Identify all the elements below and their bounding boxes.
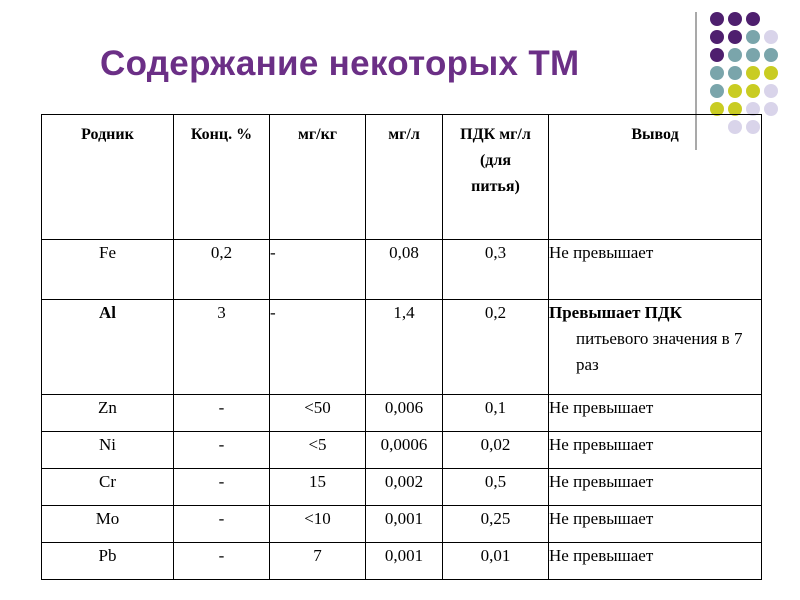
decorative-dot — [746, 48, 760, 62]
cell-source: Ni — [42, 432, 174, 469]
cell-mg-l: 1,4 — [366, 300, 443, 395]
cell-source: Zn — [42, 395, 174, 432]
heavy-metals-table — [41, 114, 762, 580]
cell-pdk: 0,3 — [443, 240, 549, 300]
decorative-dot — [764, 30, 778, 44]
table-row — [42, 300, 762, 395]
table-row — [42, 395, 762, 432]
decorative-dot — [764, 102, 778, 116]
cell-source: Fe — [42, 240, 174, 300]
decorative-dot — [746, 84, 760, 98]
table-row — [42, 543, 762, 580]
cell-conclusion — [549, 300, 762, 395]
decorative-dot — [728, 66, 742, 80]
cell-concentration: - — [174, 395, 270, 432]
cell-mg-l: 0,002 — [366, 469, 443, 506]
cell-mg-kg: <50 — [270, 395, 366, 432]
decorative-dot — [764, 66, 778, 80]
header-conclusion: Вывод — [549, 115, 762, 240]
cell-conclusion: Не превышает — [549, 506, 762, 543]
cell-mg-kg: 7 — [270, 543, 366, 580]
cell-pdk: 0,1 — [443, 395, 549, 432]
cell-conclusion: Не превышает — [549, 432, 762, 469]
table-row — [42, 506, 762, 543]
decorative-dot — [728, 84, 742, 98]
cell-mg-kg: <5 — [270, 432, 366, 469]
cell-conclusion: Не превышает — [549, 240, 762, 300]
cell-pdk: 0,01 — [443, 543, 549, 580]
cell-conclusion: Не превышает — [549, 543, 762, 580]
cell-mg-kg: 15 — [270, 469, 366, 506]
cell-concentration: - — [174, 469, 270, 506]
cell-pdk: 0,25 — [443, 506, 549, 543]
decorative-dot — [764, 84, 778, 98]
decorative-dot — [746, 66, 760, 80]
cell-pdk: 0,2 — [443, 300, 549, 395]
cell-mg-l: 0,001 — [366, 543, 443, 580]
decorative-dot — [710, 48, 724, 62]
cell-pdk: 0,02 — [443, 432, 549, 469]
cell-conclusion: Не превышает — [549, 469, 762, 506]
table-row — [42, 432, 762, 469]
header-source: Родник — [42, 115, 174, 240]
cell-mg-kg: - — [270, 300, 366, 395]
conclusion-exceeds: Превышает ПДК — [549, 303, 682, 322]
decorative-dot — [728, 30, 742, 44]
cell-concentration: 3 — [174, 300, 270, 395]
cell-mg-l: 0,08 — [366, 240, 443, 300]
decorative-dot — [728, 48, 742, 62]
cell-concentration: - — [174, 543, 270, 580]
decorative-dot — [710, 84, 724, 98]
cell-concentration: - — [174, 432, 270, 469]
cell-mg-l: 0,006 — [366, 395, 443, 432]
decorative-dot — [728, 12, 742, 26]
decorative-dot — [746, 12, 760, 26]
cell-source: Mo — [42, 506, 174, 543]
decorative-dot — [710, 12, 724, 26]
cell-mg-kg: <10 — [270, 506, 366, 543]
table-row — [42, 240, 762, 300]
cell-source: Cr — [42, 469, 174, 506]
cell-source: Al — [42, 300, 174, 395]
decorative-dot — [710, 66, 724, 80]
header-concentration: Конц. % — [174, 115, 270, 240]
conclusion-detail: питьевого значения в 7 раз — [576, 329, 743, 374]
header-pdk: ПДК мг/л (для питья) — [443, 115, 549, 240]
decorative-dot — [746, 30, 760, 44]
cell-conclusion: Не превышает — [549, 395, 762, 432]
header-mg-kg: мг/кг — [270, 115, 366, 240]
decorative-dot — [710, 30, 724, 44]
cell-concentration: 0,2 — [174, 240, 270, 300]
cell-mg-l: 0,001 — [366, 506, 443, 543]
cell-mg-l: 0,0006 — [366, 432, 443, 469]
table-header-row — [42, 115, 762, 240]
cell-source: Pb — [42, 543, 174, 580]
table-row — [42, 469, 762, 506]
cell-pdk: 0,5 — [443, 469, 549, 506]
cell-concentration: - — [174, 506, 270, 543]
slide-title: Содержание некоторых ТМ — [100, 44, 580, 83]
header-mg-l: мг/л — [366, 115, 443, 240]
decorative-dot — [764, 48, 778, 62]
cell-mg-kg: - — [270, 240, 366, 300]
